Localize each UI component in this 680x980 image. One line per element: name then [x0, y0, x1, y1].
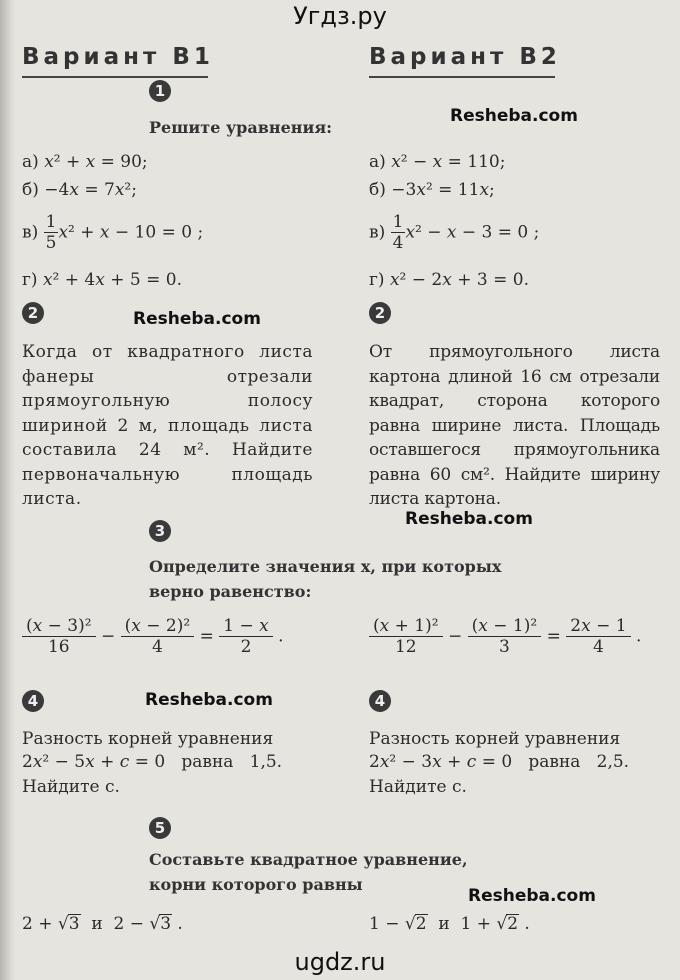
v2-task4-line3: Найдите c.: [369, 777, 467, 797]
v1-eq-g: г) x² + 4x + 5 = 0.: [22, 270, 182, 290]
v2-task4-line2: 2x² − 3x + c = 0 равна 2,5.: [369, 752, 630, 772]
task-number-3: 3: [149, 520, 171, 542]
resheba-watermark-4: Resheba.com: [145, 690, 273, 710]
watermark-top: Угдз.ру: [293, 2, 387, 30]
task3-instruction-2: верно равенство:: [149, 582, 312, 601]
v1-task2-text: Когда от квадратного листа фанеры отрезали прямоугольную полосу шириной 2 м, площадь листа составила 24 м². Найдите первоначальную площадь листа.: [22, 342, 313, 509]
variant2-title: Вариант В2: [369, 44, 561, 70]
v2-eq-v: в) $\frac{1}{4}$ x² − x − 3 = 0 ;: [369, 212, 540, 253]
task-number-2-v1: 2: [22, 302, 44, 324]
v1-task4-line1: Разность корней уравнения: [22, 729, 274, 749]
v2-task3-equation: $\frac{\text{(x + 1)²}}{12}$ − $\frac{\text{(x − 1)²}}{3}$ = $\frac{2x - 1}{4}$ .: [369, 616, 641, 657]
task5-instruction-2: корни которого равны: [149, 875, 363, 894]
task5-instruction-1: Составьте квадратное уравнение,: [149, 850, 468, 869]
v2-task2-text: От прямоугольного листа картона длиной 16 см отрезали квадрат, сторона которого равна ширине листа. Площадь оставшегося прямоугольника равна 60 см². Найдите ширину листа картона.: [369, 342, 660, 509]
v1-eq-b: б) −4x = 7x²;: [22, 180, 137, 200]
task-number-2-v2: 2: [369, 302, 391, 324]
v2-task4-line1: Разность корней уравнения: [369, 729, 621, 749]
v1-eq-b-label: б): [22, 180, 39, 200]
task-number-4-v1: 4: [22, 690, 44, 712]
v2-eq-v-label: в): [369, 222, 386, 243]
task-number-4-v2: 4: [369, 690, 391, 712]
v1-task5-roots: 2 + √3 и 2 − √3 .: [22, 914, 183, 934]
variant2-title-underline: [369, 76, 555, 78]
task3-instruction-1: Определите значения x, при которых: [149, 557, 502, 576]
watermark-bottom: ugdz.ru: [294, 948, 386, 976]
v2-eq-b-label: б): [369, 180, 386, 200]
book-spine-shadow: [0, 0, 16, 980]
task-number-5: 5: [149, 817, 171, 839]
v1-eq-a: а) x² + x = 90;: [22, 152, 148, 172]
v2-eq-v-fraction: $\frac{1}{4}$: [392, 212, 404, 253]
v1-eq-v-label: в): [22, 222, 39, 243]
resheba-watermark-2: Resheba.com: [133, 309, 261, 329]
resheba-watermark-1: Resheba.com: [450, 106, 578, 126]
task-number-1: 1: [149, 80, 171, 102]
v2-eq-g-label: г): [369, 270, 385, 290]
v2-eq-a: а) x² − x = 110;: [369, 152, 506, 172]
v1-eq-v-fraction: $\frac{1}{5}$: [45, 212, 57, 253]
v1-task4-line2: 2x² − 5x + c = 0 равна 1,5.: [22, 752, 283, 772]
v2-eq-g: г) x² − 2x + 3 = 0.: [369, 270, 529, 290]
variant1-title-underline: [22, 76, 208, 78]
v2-eq-a-label: а): [369, 152, 386, 172]
v1-eq-a-label: а): [22, 152, 39, 172]
v1-eq-v: в) $\frac{1}{5}$ x² + x − 10 = 0 ;: [22, 212, 204, 253]
v1-eq-g-label: г): [22, 270, 38, 290]
variant1-title: Вариант В1: [22, 44, 214, 70]
resheba-watermark-5: Resheba.com: [468, 886, 596, 906]
v2-task5-roots: 1 − √2 и 1 + √2 .: [369, 914, 530, 934]
v1-task3-equation: $\frac{\text{(x − 3)²}}{16}$ − $\frac{\text{(x − 2)²}}{4}$ = $\frac{1 - x}{2}$ .: [22, 616, 284, 657]
v2-eq-b: б) −3x² = 11x;: [369, 180, 495, 200]
task1-instruction: Решите уравнения:: [149, 118, 333, 137]
resheba-watermark-3: Resheba.com: [405, 509, 533, 529]
v1-task4-line3: Найдите c.: [22, 777, 120, 797]
